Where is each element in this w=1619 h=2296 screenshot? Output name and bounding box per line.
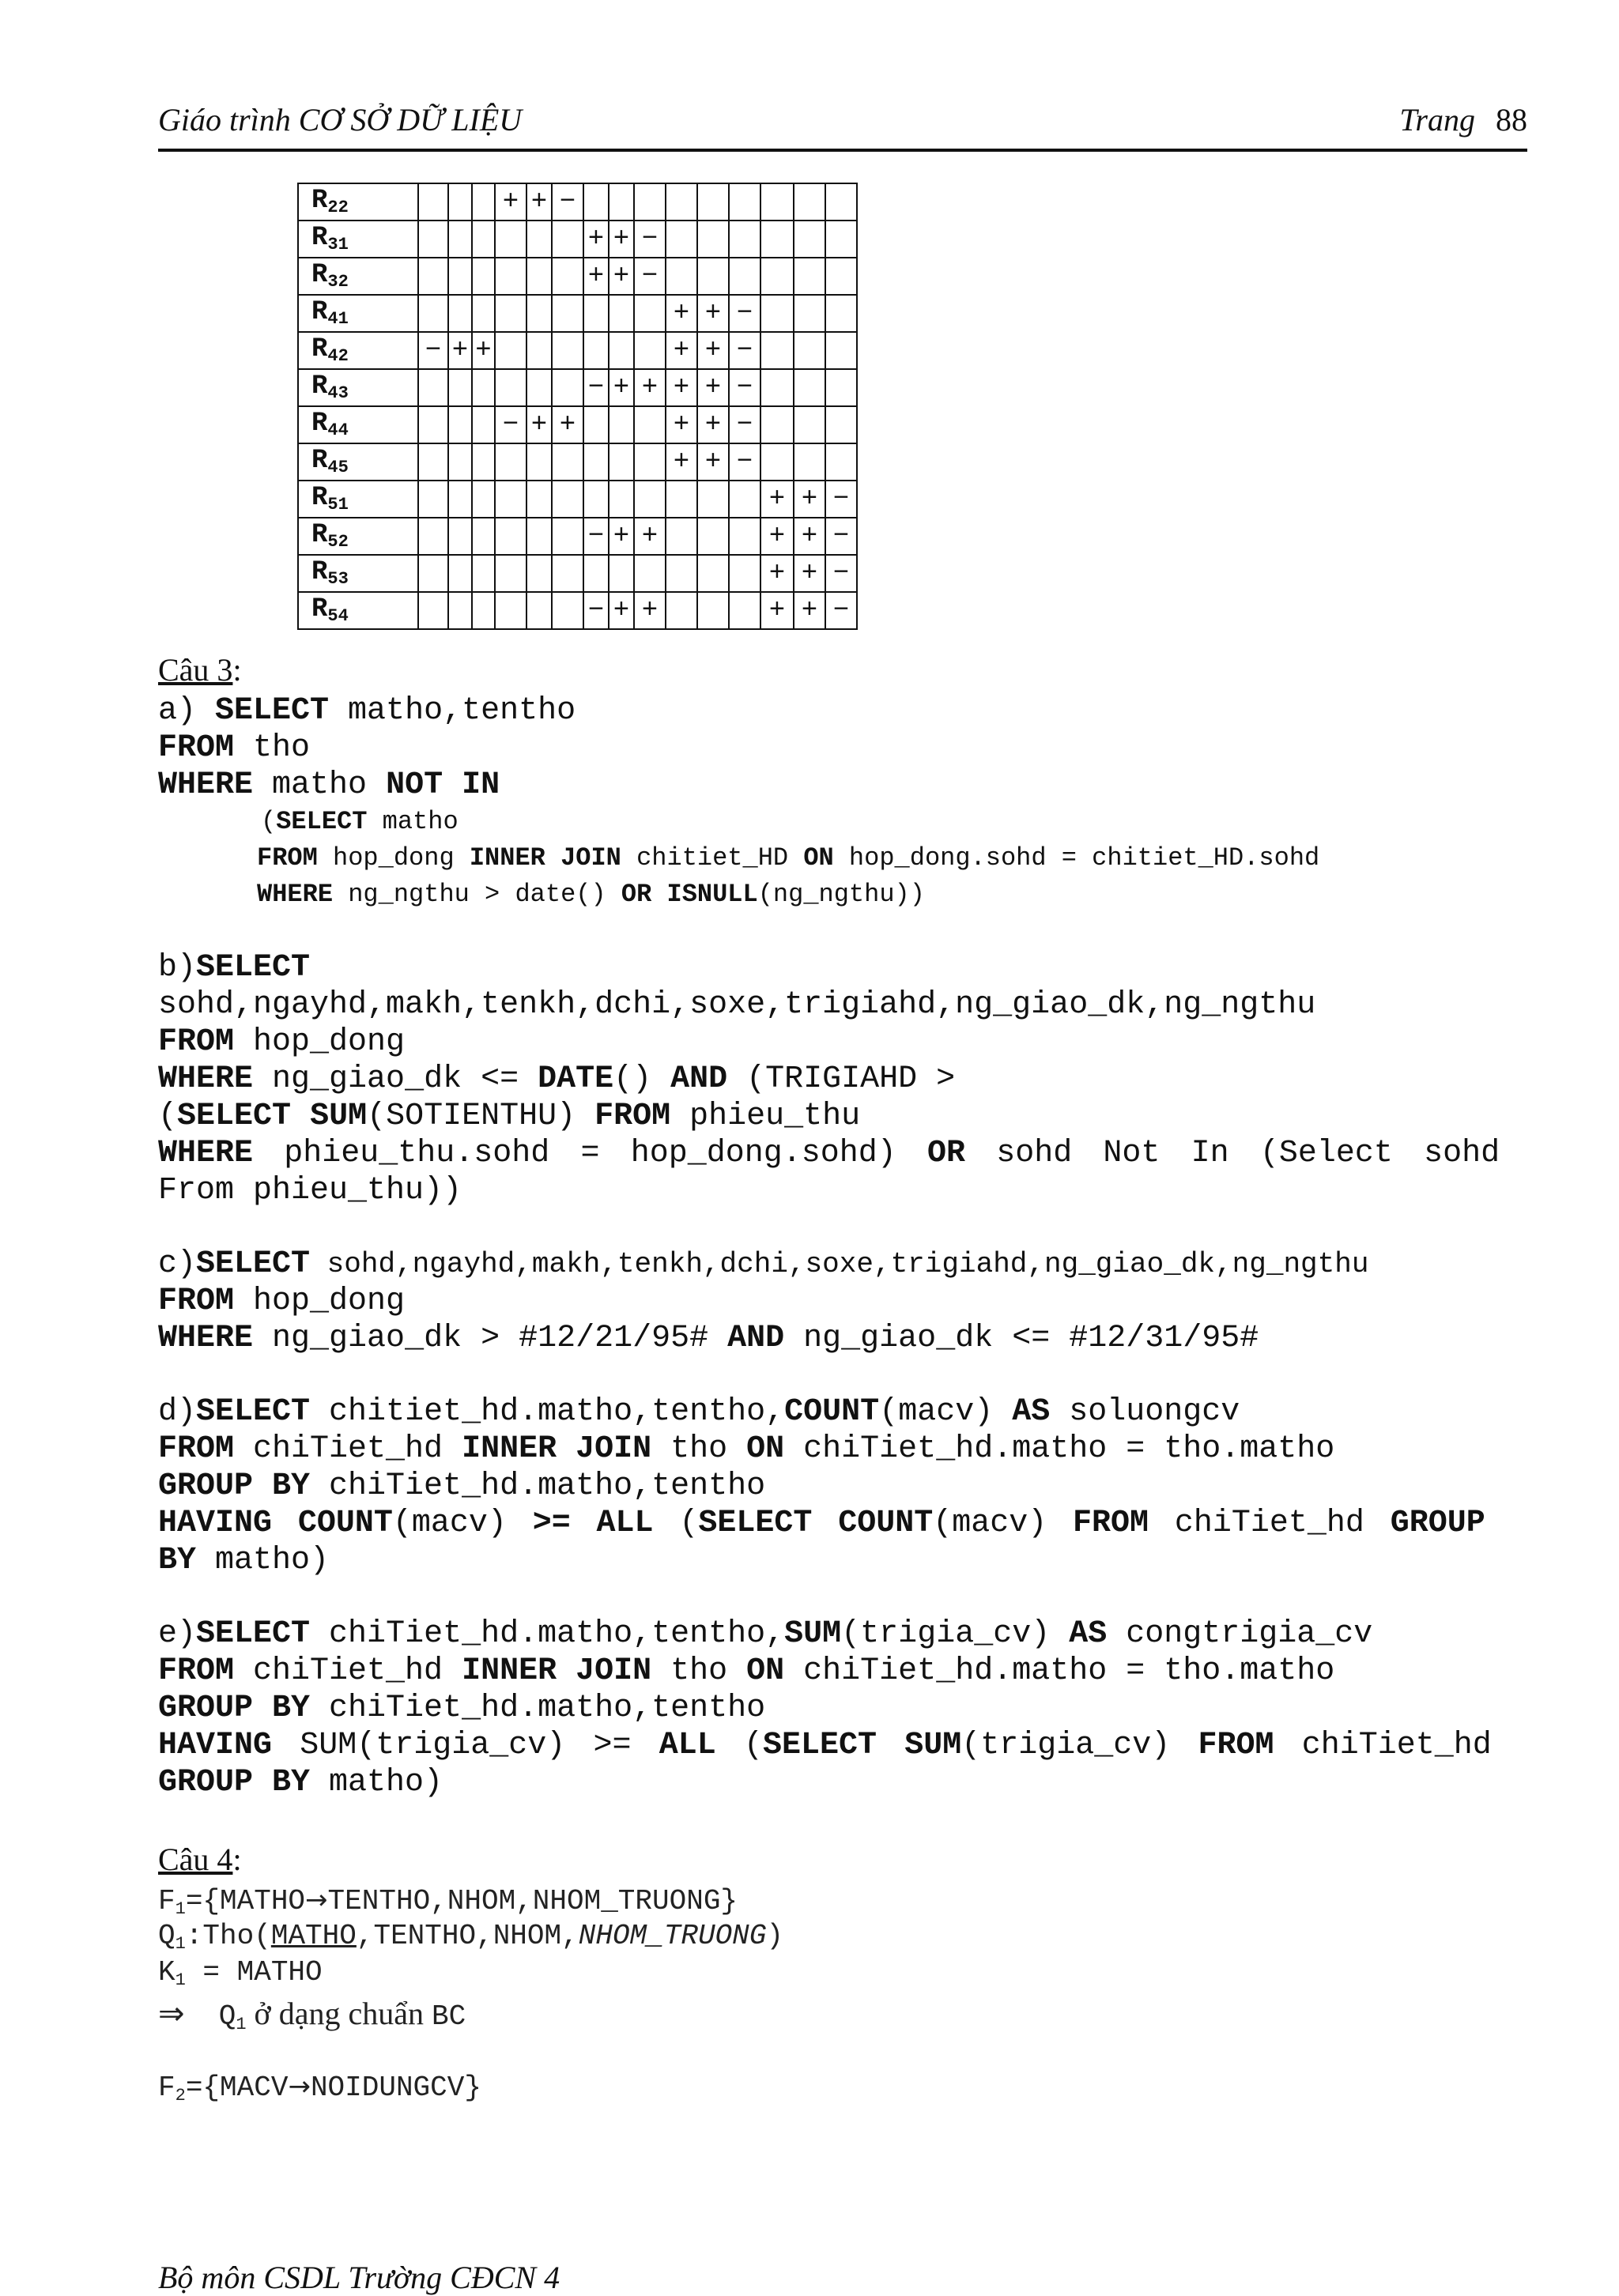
table-row [298,221,857,258]
page-number: 88 [1496,102,1527,138]
table-cell [552,369,583,406]
table-cell: + [609,221,634,258]
table-cell [448,369,472,406]
table-cell [472,406,495,443]
table-cell [448,406,472,443]
table-cell: − [634,221,666,258]
table-cell [794,332,825,369]
row-label: $R_{52}$ [298,518,418,555]
table-cell [495,369,526,406]
table-cell [552,481,583,518]
table-cell [697,221,729,258]
table-cell: − [583,369,609,406]
table-cell [526,295,552,332]
row-label: $R_{31}$ [298,221,418,258]
table-cell [825,332,857,369]
table-cell [729,518,760,555]
table-cell [583,295,609,332]
table-cell [495,592,526,629]
table-cell: + [760,592,794,629]
table-body [298,183,857,629]
table-cell: + [794,518,825,555]
table-cell [609,443,634,481]
table-cell [609,555,634,592]
table-cell [760,258,794,295]
table-cell [495,555,526,592]
q3b-query: b)SELECT sohd,ngayhd,makh,tenkh,dchi,soxe,trigiahd,ng_giao_dk,ng_ngthu FROM hop_dong WHERE ng_giao_dk <= DATE() AND (TRIGIAHD > (SELECT SUM(SOTIENTHU) FROM phieu_thu WHERE phieu_thu.sohd = hop_dong.sohd) OR sohd Not In (Select sohd From phieu_thu)) [158,950,1500,1208]
q3-heading: Câu 3: [158,652,242,688]
q4-heading: Câu 4: [158,1842,242,1877]
header-page [1399,101,1527,138]
table-cell [472,221,495,258]
table-cell: + [794,481,825,518]
row-label: $R_{51}$ [298,481,418,518]
table-cell [472,592,495,629]
table-row [298,369,857,406]
table-cell [794,183,825,221]
table-cell: + [666,406,697,443]
table-cell [552,592,583,629]
table-cell [609,295,634,332]
table-cell [583,183,609,221]
table-cell [697,555,729,592]
table-cell [526,481,552,518]
table-cell [583,443,609,481]
table-cell: + [794,592,825,629]
table-row [298,295,857,332]
table-cell [634,406,666,443]
table-cell: + [583,258,609,295]
table-cell [418,258,448,295]
table-cell [495,518,526,555]
table-cell [552,518,583,555]
table-cell: + [666,332,697,369]
table-cell [552,332,583,369]
table-cell [666,258,697,295]
table-row [298,332,857,369]
table-cell [729,183,760,221]
table-cell [526,555,552,592]
table-cell: − [825,555,857,592]
table-cell: − [729,332,760,369]
table-cell [634,555,666,592]
table-cell [583,406,609,443]
table-cell [448,258,472,295]
row-label: $R_{42}$ [298,332,418,369]
table-row [298,183,857,221]
table-cell [729,221,760,258]
table-cell [526,592,552,629]
table-cell [552,258,583,295]
table-cell: + [552,406,583,443]
table-cell [697,258,729,295]
table-cell [583,481,609,518]
table-cell [697,183,729,221]
table-cell: + [609,258,634,295]
table-cell: + [666,369,697,406]
table-cell: − [552,183,583,221]
table-cell [472,481,495,518]
table-cell [526,258,552,295]
table-cell [794,221,825,258]
table-cell [760,406,794,443]
q3a-query: a) SELECT matho,tentho FROM tho WHERE matho NOT IN (SELECT matho FROM hop_dong INNER JOIN chitiet_HD ON hop_dong.sohd = chitiet_HD.sohd WHERE ng_ngthu > date() OR ISNULL(ng_ngthu)) [158,693,1320,909]
table-cell [495,221,526,258]
row-label: $R_{44}$ [298,406,418,443]
table-cell [583,555,609,592]
table-cell [729,481,760,518]
table-cell [666,555,697,592]
table-cell [825,183,857,221]
table-cell: + [634,592,666,629]
table-cell [760,332,794,369]
table-cell [448,592,472,629]
table-cell: − [418,332,448,369]
conclusion-q1: ⇒ $Q_1$ ở dạng chuẩn BC [158,1996,466,2034]
q3e-query: e)SELECT chiTiet_hd.matho,tentho,SUM(trigia_cv) AS congtrigia_cv FROM chiTiet_hd INNER JOIN tho ON chiTiet_hd.matho = tho.matho GROUP BY chiTiet_hd.matho,tentho HAVING SUM(trigia_cv) >= ALL (SELECT SUM(trigia_cv) FROM chiTiet_hd GROUP BY matho) [158,1616,1492,1800]
table-row [298,592,857,629]
table-cell [634,443,666,481]
table-cell [448,295,472,332]
table-cell [418,592,448,629]
row-label: $R_{54}$ [298,592,418,629]
page-label: Trang [1399,102,1475,138]
table-cell: + [760,481,794,518]
table-cell [666,221,697,258]
table-cell: + [697,443,729,481]
table-cell [418,518,448,555]
table-cell [825,443,857,481]
table-cell [552,443,583,481]
row-label: $R_{43}$ [298,369,418,406]
table-cell [526,332,552,369]
table-cell [794,295,825,332]
table-cell: + [666,295,697,332]
table-cell [666,481,697,518]
table-cell [729,555,760,592]
table-cell [609,481,634,518]
table-cell [526,221,552,258]
table-cell [825,295,857,332]
table-cell [634,332,666,369]
table-cell [697,518,729,555]
fd-f2: $F_2=\{MACV\to NOIDUNGCV\}$ [158,2071,481,2106]
table-cell [472,369,495,406]
table-cell [472,183,495,221]
table-cell [526,518,552,555]
q3d-query: d)SELECT chitiet_hd.matho,tentho,COUNT(macv) AS soluongcv FROM chiTiet_hd INNER JOIN tho ON chiTiet_hd.matho = tho.matho GROUP BY chiTiet_hd.matho,tentho HAVING COUNT(macv) >= ALL (SELECT COUNT(macv) FROM chiTiet_hd GROUP BY matho) [158,1394,1485,1578]
table-cell [495,295,526,332]
table-cell: − [825,592,857,629]
table-cell: − [729,443,760,481]
row-label: $R_{41}$ [298,295,418,332]
table-cell: + [609,369,634,406]
table-cell: − [495,406,526,443]
table-cell [495,332,526,369]
row-label: $R_{45}$ [298,443,418,481]
table-cell [697,592,729,629]
table-cell [526,369,552,406]
table-cell: − [729,295,760,332]
table-cell: − [729,406,760,443]
table-cell: + [495,183,526,221]
table-cell [666,183,697,221]
table-cell [418,443,448,481]
table-cell [666,592,697,629]
table-cell: + [666,443,697,481]
table-cell [634,481,666,518]
table-cell [472,555,495,592]
table-row [298,481,857,518]
table-cell: − [583,592,609,629]
table-cell [552,295,583,332]
table-cell [448,183,472,221]
table-cell: + [697,406,729,443]
table-cell [418,406,448,443]
table-cell [448,221,472,258]
table-cell [609,406,634,443]
page-header [158,101,1527,152]
table-cell [729,592,760,629]
table-cell: + [526,406,552,443]
table-cell [418,481,448,518]
table-cell [472,258,495,295]
table-cell [526,443,552,481]
table-cell: − [729,369,760,406]
table-cell [697,481,729,518]
header-title: Giáo trình CƠ SỞ DỮ LIỆU [158,102,523,138]
key-k1: $K_1$ = MATHO [158,1956,323,1990]
table-cell: − [825,518,857,555]
table-cell: + [697,332,729,369]
table-cell [760,443,794,481]
table-cell: + [794,555,825,592]
table-cell: + [472,332,495,369]
table-cell: − [634,258,666,295]
table-cell: + [634,369,666,406]
table-cell: + [697,295,729,332]
table-cell [825,221,857,258]
table-cell [825,406,857,443]
row-label: $R_{53}$ [298,555,418,592]
table-cell: − [583,518,609,555]
table-cell: + [609,592,634,629]
table-cell [794,258,825,295]
table-cell [418,555,448,592]
table-cell [448,443,472,481]
table-cell [448,481,472,518]
table-cell [583,332,609,369]
table-row [298,518,857,555]
table-cell: + [760,518,794,555]
table-cell [418,295,448,332]
table-cell [729,258,760,295]
table-cell [495,443,526,481]
table-cell [472,295,495,332]
table-cell: + [583,221,609,258]
table-cell [794,406,825,443]
table-cell [634,295,666,332]
table-cell: + [526,183,552,221]
row-label: $R_{22}$ [298,183,418,221]
row-label: $R_{32}$ [298,258,418,295]
table-cell: + [448,332,472,369]
table-cell [794,369,825,406]
table-cell [794,443,825,481]
table-cell [448,518,472,555]
table-cell [418,369,448,406]
table-cell [418,221,448,258]
fd-f1: $F_1=\{MATHO\to TENTHO,NHOM,NHOM\_TRUONG\}$ [158,1884,738,1919]
q3c-query: c)SELECT sohd,ngayhd,makh,tenkh,dchi,soxe,trigiahd,ng_giao_dk,ng_ngthu FROM hop_dong WHERE ng_giao_dk > #12/21/95# AND ng_giao_dk <= #12/31/95# [158,1246,1369,1356]
table-cell [472,518,495,555]
relation-q1: $Q_1:Tho(MATHO,TENTHO,NHOM,NHOM\_TRUONG)$ [158,1920,783,1954]
dependency-matrix-table [297,183,858,630]
table-cell [418,183,448,221]
table-cell: + [609,518,634,555]
table-cell [666,518,697,555]
table-cell [825,258,857,295]
table-cell [609,332,634,369]
page-footer: Bộ môn CSDL Trường CĐCN 4 [158,2260,560,2295]
table-cell: + [634,518,666,555]
table-cell [495,258,526,295]
table-cell [609,183,634,221]
table-cell [552,221,583,258]
table-cell: + [697,369,729,406]
table-cell [448,555,472,592]
table-cell [634,183,666,221]
table-cell [760,183,794,221]
q4-normalization [158,1882,1527,2105]
table-row [298,443,857,481]
table-cell [495,481,526,518]
table-cell: + [760,555,794,592]
table-cell [760,221,794,258]
table-row [298,555,857,592]
table-cell [552,555,583,592]
table-cell: − [825,481,857,518]
answers-content [158,648,1527,2105]
table-cell [472,443,495,481]
table-row [298,258,857,295]
table-cell [760,369,794,406]
table-row [298,406,857,443]
table-cell [760,295,794,332]
table-cell [825,369,857,406]
